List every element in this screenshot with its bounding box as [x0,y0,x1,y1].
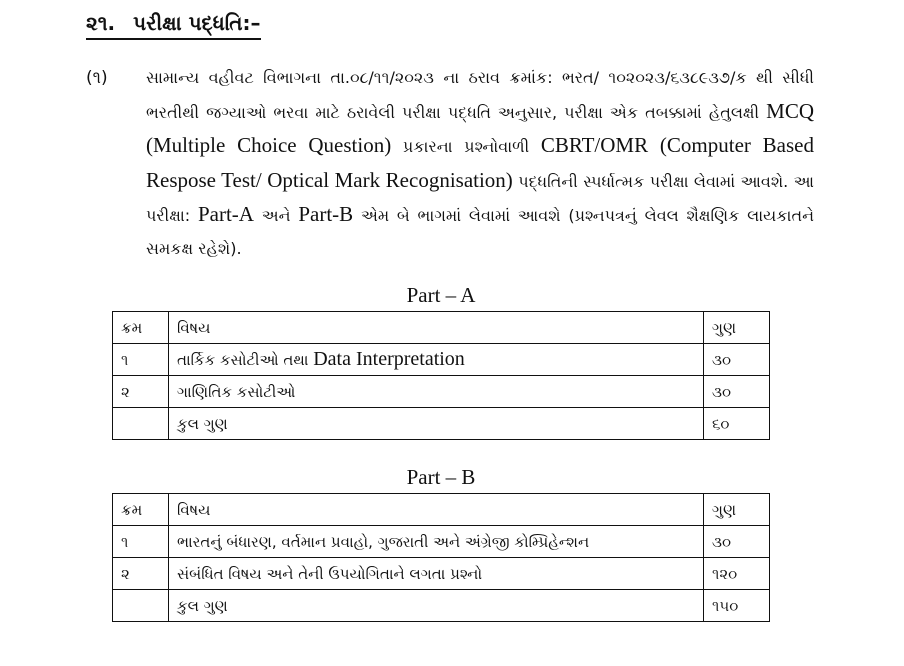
table-row [113,558,770,590]
section-number: ૨૧. [86,11,116,35]
row-marks: ૧૨૦ [704,558,770,590]
row-subject [169,344,704,376]
part-b-title: Part – B [406,465,476,489]
header-marks: ગુણ [704,494,770,526]
header-serial: ક્રમ [113,312,169,344]
section-title: પરીક્ષા પદ્ધતિ:– [133,11,261,35]
total-marks: ૬૦ [704,408,770,440]
row-marks: ૩૦ [704,526,770,558]
row-marks: ૩૦ [704,344,770,376]
row-subject-gu: તાર્કિક કસોટીઓ તથા [177,351,314,369]
paragraph-segment: અને [253,206,299,225]
paragraph-body [146,62,814,265]
row-serial: ૧ [113,526,169,558]
row-marks: ૩૦ [704,376,770,408]
header-subject: વિષય [169,312,704,344]
paragraph-segment: પદ્ધતિની સ્પર્ધાત્મક પરીક્ષા લેવામાં આવશે. આ પરીક્ષા: [146,171,814,225]
total-serial [113,590,169,622]
paragraph-segment: પ્રકારના પ્રશ્નોવાળી [391,137,541,156]
paragraph-segment: સામાન્ય વહીવટ વિભાગના તા.૦૮/૧૧/૨૦૨૩ ના ઠરાવ ક્રમાંક: ભરત/ ૧૦૨૦૨૩/૬૩૮૯૩૭/ક થી સીધી ભરતીથી જગ્યાઓ ભરવા માટે ઠરાવેલી પરીક્ષા પદ્ધતિ અનુસાર, પરીક્ષા એક તબક્કામાં હેતુલક્ષી [146,68,814,122]
row-subject-gu: ગાણિતિક કસોટીઓ [177,382,296,401]
table-row [113,526,770,558]
paragraph-segment-en: MCQ (Multiple Choice Question) [146,98,814,157]
total-label: કુલ ગુણ [169,408,704,440]
row-serial: ૨ [113,376,169,408]
paragraph-segment-en: Part-A [197,202,254,226]
table-total-row [113,408,770,440]
table-row [113,344,770,376]
row-subject [169,376,704,408]
paragraph-segment-en: CBRT/OMR (Computer Based Respose Test/ Optical Mark Recognisation) [146,133,814,192]
paragraph-1 [86,62,814,265]
paragraph-segment-en: Part-B [298,202,354,226]
part-b-table [112,493,770,622]
header-marks: ગુણ [704,312,770,344]
part-a-table [112,311,770,440]
row-subject: ભારતનું બંધારણ, વર્તમાન પ્રવાહો, ગુજરાતી અને અંગ્રેજી કોમ્પ્રિહેન્શન [169,526,704,558]
paragraph-segment: એમ બે ભાગમાં લેવામાં આવશે (પ્રશ્નપત્રનું લેવલ શૈક્ષણિક લાયકાતને સમકક્ષ રહેશે). [146,206,815,258]
row-subject: સંબંધિત વિષય અને તેની ઉપયોગિતાને લગતા પ્રશ્નો [169,558,704,590]
row-subject-en: Data Interpretation [313,348,465,370]
total-marks: ૧૫૦ [704,590,770,622]
table-row [113,376,770,408]
paragraph-marker: (૧) [86,68,108,88]
row-serial: ૨ [113,558,169,590]
header-serial: ક્રમ [113,494,169,526]
header-subject: વિષય [169,494,704,526]
section-heading [86,10,261,40]
table-header-row [113,494,770,526]
total-serial [113,408,169,440]
table-total-row [113,590,770,622]
part-a-title: Part – A [406,283,476,307]
table-header-row [113,312,770,344]
row-serial: ૧ [113,344,169,376]
total-label: કુલ ગુણ [169,590,704,622]
